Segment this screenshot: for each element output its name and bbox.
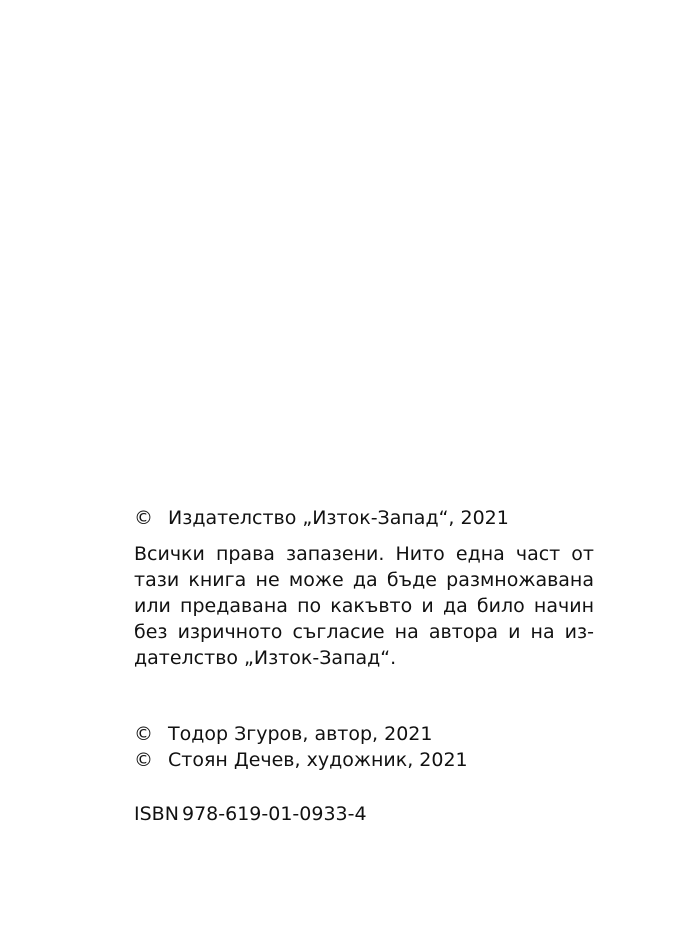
publisher-copyright — [134, 505, 594, 531]
rights-notice — [134, 541, 594, 671]
rights-notice-line: или предавана по какъвто и да било начин — [134, 595, 594, 617]
illustrator-credit-text: Стоян Дечев, художник, 2021 — [168, 749, 468, 771]
author-credit-text: Тодор Згуров, автор, 2021 — [168, 723, 433, 745]
imprint-content — [134, 505, 594, 827]
isbn — [134, 801, 594, 827]
copyright-symbol: © — [134, 749, 153, 771]
publisher-copyright-text: Издателство „Изток-Запад“, 2021 — [168, 507, 509, 529]
credits — [134, 721, 594, 773]
copyright-symbol: © — [134, 507, 153, 529]
rights-notice-line: Всички права запазени. Нито една част от — [134, 543, 594, 565]
isbn-label: ISBN — [134, 803, 179, 825]
rights-notice-line: тази книга не може да бъде размножавана — [134, 569, 594, 591]
rights-notice-line: без изричното съгласие на автора и на из- — [134, 621, 594, 643]
copyright-symbol: © — [134, 723, 153, 745]
rights-notice-line: дателство „Изток-Запад“. — [134, 647, 397, 669]
author-credit — [134, 721, 594, 747]
illustrator-credit — [134, 747, 594, 773]
isbn-number: 978-619-01-0933-4 — [182, 803, 367, 825]
